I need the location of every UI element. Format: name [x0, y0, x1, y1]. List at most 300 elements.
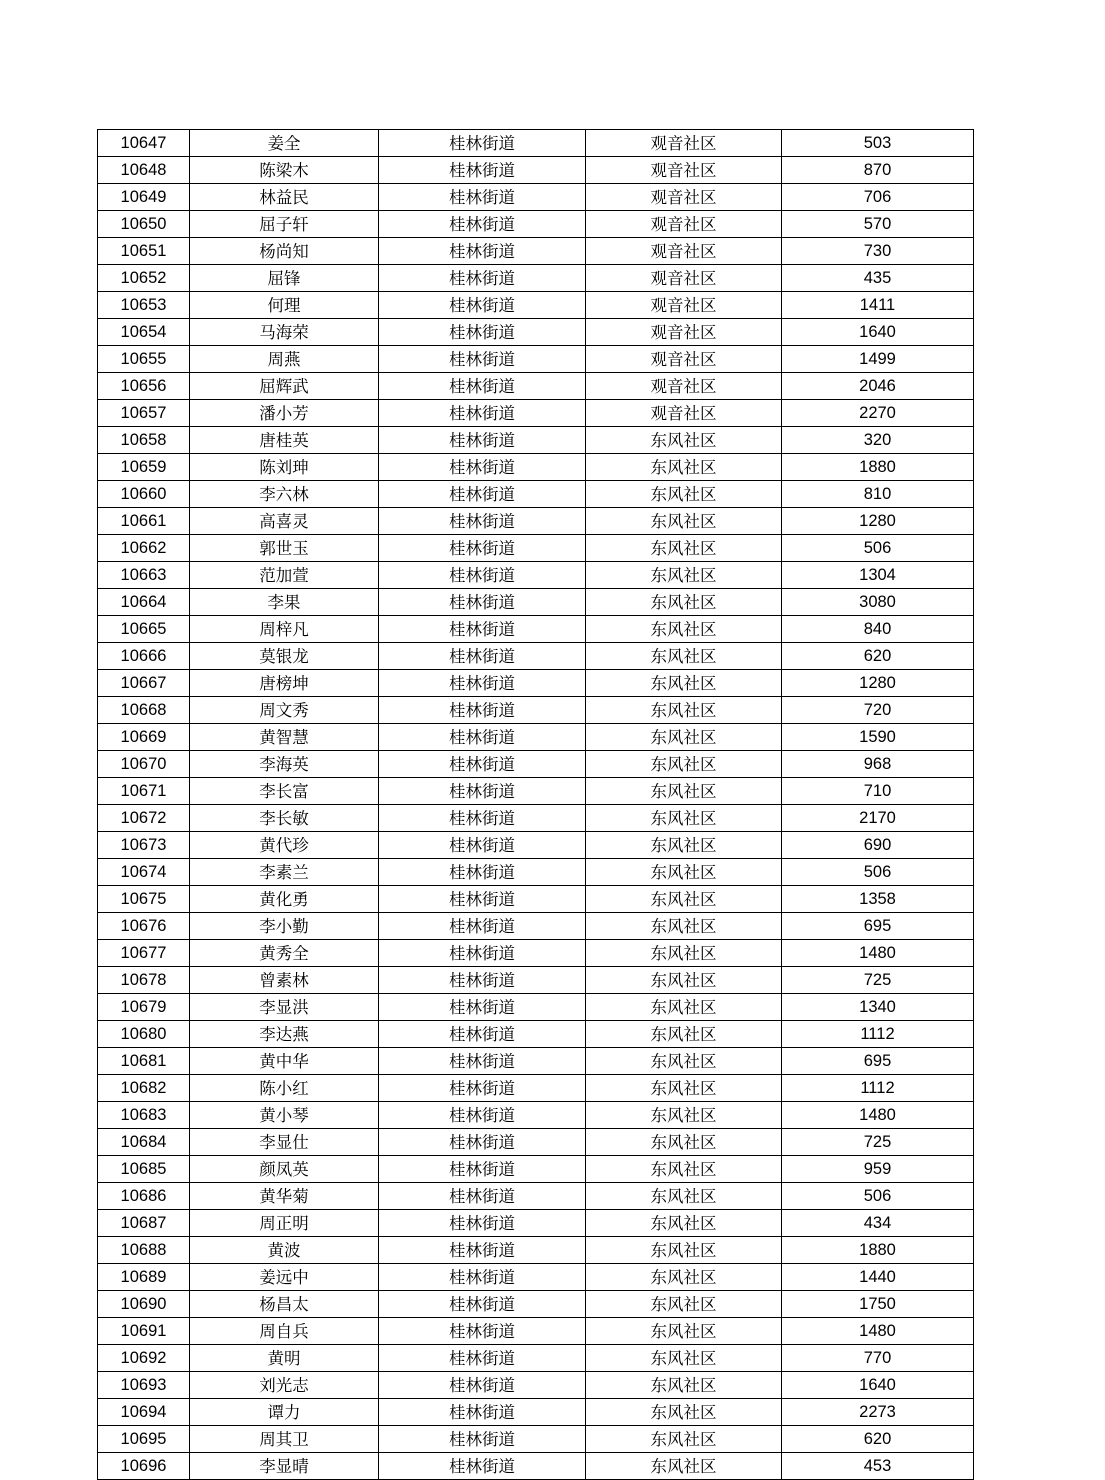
table-row [98, 292, 974, 319]
cell-id: 10674 [98, 859, 190, 886]
cell-amount: 730 [782, 238, 974, 265]
table-row [98, 1237, 974, 1264]
cell-id: 10649 [98, 184, 190, 211]
cell-community: 东风社区 [586, 805, 782, 832]
table-row [98, 211, 974, 238]
cell-name: 李长敏 [190, 805, 379, 832]
cell-community: 东风社区 [586, 1156, 782, 1183]
cell-street: 桂林街道 [379, 1453, 586, 1480]
cell-amount: 503 [782, 130, 974, 157]
cell-community: 东风社区 [586, 967, 782, 994]
table-row [98, 1453, 974, 1480]
cell-community: 东风社区 [586, 535, 782, 562]
cell-amount: 1750 [782, 1291, 974, 1318]
cell-community: 东风社区 [586, 1264, 782, 1291]
cell-name: 黄代珍 [190, 832, 379, 859]
cell-community: 东风社区 [586, 751, 782, 778]
cell-id: 10687 [98, 1210, 190, 1237]
cell-community: 观音社区 [586, 265, 782, 292]
cell-community: 观音社区 [586, 373, 782, 400]
cell-name: 高喜灵 [190, 508, 379, 535]
cell-name: 郭世玉 [190, 535, 379, 562]
cell-id: 10666 [98, 643, 190, 670]
cell-community: 东风社区 [586, 1318, 782, 1345]
cell-community: 东风社区 [586, 940, 782, 967]
cell-street: 桂林街道 [379, 1021, 586, 1048]
table-row [98, 697, 974, 724]
cell-street: 桂林街道 [379, 1426, 586, 1453]
cell-name: 何理 [190, 292, 379, 319]
cell-id: 10692 [98, 1345, 190, 1372]
table-row [98, 805, 974, 832]
cell-id: 10654 [98, 319, 190, 346]
cell-community: 东风社区 [586, 1021, 782, 1048]
cell-amount: 710 [782, 778, 974, 805]
cell-id: 10689 [98, 1264, 190, 1291]
cell-amount: 2170 [782, 805, 974, 832]
cell-street: 桂林街道 [379, 454, 586, 481]
cell-street: 桂林街道 [379, 238, 586, 265]
table-row [98, 940, 974, 967]
cell-amount: 1358 [782, 886, 974, 913]
cell-id: 10658 [98, 427, 190, 454]
cell-name: 姜远中 [190, 1264, 379, 1291]
cell-amount: 435 [782, 265, 974, 292]
cell-community: 东风社区 [586, 724, 782, 751]
table-row [98, 670, 974, 697]
cell-amount: 706 [782, 184, 974, 211]
table-row [98, 427, 974, 454]
table-row [98, 238, 974, 265]
cell-community: 东风社区 [586, 832, 782, 859]
cell-name: 李长富 [190, 778, 379, 805]
cell-name: 周文秀 [190, 697, 379, 724]
cell-street: 桂林街道 [379, 994, 586, 1021]
cell-name: 李显洪 [190, 994, 379, 1021]
cell-amount: 1640 [782, 319, 974, 346]
cell-id: 10652 [98, 265, 190, 292]
cell-name: 李素兰 [190, 859, 379, 886]
cell-name: 李果 [190, 589, 379, 616]
table-row [98, 535, 974, 562]
cell-street: 桂林街道 [379, 1237, 586, 1264]
cell-amount: 725 [782, 967, 974, 994]
cell-amount: 2270 [782, 400, 974, 427]
cell-street: 桂林街道 [379, 184, 586, 211]
cell-street: 桂林街道 [379, 130, 586, 157]
cell-amount: 1480 [782, 940, 974, 967]
cell-amount: 620 [782, 643, 974, 670]
cell-name: 杨尚知 [190, 238, 379, 265]
cell-amount: 720 [782, 697, 974, 724]
cell-id: 10664 [98, 589, 190, 616]
cell-name: 马海荣 [190, 319, 379, 346]
cell-name: 范加萱 [190, 562, 379, 589]
cell-name: 周梓凡 [190, 616, 379, 643]
cell-community: 东风社区 [586, 1129, 782, 1156]
cell-street: 桂林街道 [379, 1291, 586, 1318]
cell-name: 屈锋 [190, 265, 379, 292]
cell-id: 10672 [98, 805, 190, 832]
cell-id: 10673 [98, 832, 190, 859]
cell-street: 桂林街道 [379, 1129, 586, 1156]
cell-street: 桂林街道 [379, 346, 586, 373]
cell-name: 屈子轩 [190, 211, 379, 238]
cell-id: 10648 [98, 157, 190, 184]
table-row [98, 859, 974, 886]
cell-street: 桂林街道 [379, 1399, 586, 1426]
cell-amount: 506 [782, 535, 974, 562]
table-row [98, 751, 974, 778]
cell-community: 东风社区 [586, 1345, 782, 1372]
cell-amount: 434 [782, 1210, 974, 1237]
cell-community: 东风社区 [586, 859, 782, 886]
cell-street: 桂林街道 [379, 319, 586, 346]
cell-id: 10663 [98, 562, 190, 589]
cell-street: 桂林街道 [379, 562, 586, 589]
cell-name: 黄秀全 [190, 940, 379, 967]
table-row [98, 913, 974, 940]
data-table [97, 129, 974, 1480]
cell-street: 桂林街道 [379, 373, 586, 400]
cell-street: 桂林街道 [379, 535, 586, 562]
cell-amount: 968 [782, 751, 974, 778]
cell-community: 东风社区 [586, 886, 782, 913]
cell-community: 东风社区 [586, 1048, 782, 1075]
cell-name: 李显晴 [190, 1453, 379, 1480]
cell-community: 东风社区 [586, 643, 782, 670]
cell-community: 东风社区 [586, 697, 782, 724]
cell-amount: 1590 [782, 724, 974, 751]
cell-community: 东风社区 [586, 616, 782, 643]
cell-community: 东风社区 [586, 481, 782, 508]
cell-id: 10679 [98, 994, 190, 1021]
cell-id: 10660 [98, 481, 190, 508]
cell-name: 陈小红 [190, 1075, 379, 1102]
cell-amount: 453 [782, 1453, 974, 1480]
cell-id: 10675 [98, 886, 190, 913]
cell-amount: 3080 [782, 589, 974, 616]
cell-id: 10693 [98, 1372, 190, 1399]
cell-id: 10684 [98, 1129, 190, 1156]
cell-name: 黄中华 [190, 1048, 379, 1075]
cell-street: 桂林街道 [379, 508, 586, 535]
table-row [98, 1318, 974, 1345]
cell-id: 10680 [98, 1021, 190, 1048]
cell-community: 东风社区 [586, 670, 782, 697]
table-row [98, 319, 974, 346]
cell-amount: 1480 [782, 1102, 974, 1129]
cell-name: 黄小琴 [190, 1102, 379, 1129]
table-row [98, 832, 974, 859]
cell-street: 桂林街道 [379, 1102, 586, 1129]
cell-amount: 1480 [782, 1318, 974, 1345]
cell-street: 桂林街道 [379, 400, 586, 427]
table-row [98, 400, 974, 427]
cell-id: 10682 [98, 1075, 190, 1102]
cell-id: 10696 [98, 1453, 190, 1480]
cell-street: 桂林街道 [379, 616, 586, 643]
cell-street: 桂林街道 [379, 1075, 586, 1102]
cell-id: 10676 [98, 913, 190, 940]
cell-id: 10665 [98, 616, 190, 643]
cell-name: 颜凤英 [190, 1156, 379, 1183]
cell-amount: 1280 [782, 508, 974, 535]
cell-amount: 959 [782, 1156, 974, 1183]
table-row [98, 1291, 974, 1318]
cell-amount: 570 [782, 211, 974, 238]
cell-name: 黄华菊 [190, 1183, 379, 1210]
cell-street: 桂林街道 [379, 1156, 586, 1183]
cell-amount: 810 [782, 481, 974, 508]
cell-street: 桂林街道 [379, 1048, 586, 1075]
cell-name: 周其卫 [190, 1426, 379, 1453]
table-row [98, 616, 974, 643]
table-row [98, 724, 974, 751]
table-row [98, 994, 974, 1021]
table-row [98, 1345, 974, 1372]
cell-name: 林益民 [190, 184, 379, 211]
cell-community: 东风社区 [586, 1210, 782, 1237]
cell-street: 桂林街道 [379, 697, 586, 724]
cell-community: 东风社区 [586, 1453, 782, 1480]
cell-amount: 2046 [782, 373, 974, 400]
cell-name: 唐榜坤 [190, 670, 379, 697]
cell-amount: 1440 [782, 1264, 974, 1291]
cell-name: 黄明 [190, 1345, 379, 1372]
cell-community: 观音社区 [586, 319, 782, 346]
cell-name: 李海英 [190, 751, 379, 778]
table-row [98, 1264, 974, 1291]
cell-street: 桂林街道 [379, 211, 586, 238]
cell-id: 10647 [98, 130, 190, 157]
cell-street: 桂林街道 [379, 670, 586, 697]
cell-street: 桂林街道 [379, 778, 586, 805]
cell-id: 10695 [98, 1426, 190, 1453]
cell-street: 桂林街道 [379, 913, 586, 940]
table-row [98, 184, 974, 211]
cell-community: 东风社区 [586, 508, 782, 535]
cell-street: 桂林街道 [379, 1345, 586, 1372]
cell-id: 10662 [98, 535, 190, 562]
cell-id: 10677 [98, 940, 190, 967]
cell-id: 10656 [98, 373, 190, 400]
cell-amount: 840 [782, 616, 974, 643]
cell-id: 10683 [98, 1102, 190, 1129]
cell-community: 东风社区 [586, 589, 782, 616]
cell-community: 观音社区 [586, 400, 782, 427]
cell-name: 曾素林 [190, 967, 379, 994]
cell-amount: 690 [782, 832, 974, 859]
cell-street: 桂林街道 [379, 886, 586, 913]
cell-amount: 1112 [782, 1075, 974, 1102]
cell-id: 10670 [98, 751, 190, 778]
cell-community: 东风社区 [586, 1372, 782, 1399]
cell-name: 周自兵 [190, 1318, 379, 1345]
cell-id: 10651 [98, 238, 190, 265]
cell-amount: 695 [782, 1048, 974, 1075]
cell-community: 东风社区 [586, 427, 782, 454]
table-row [98, 130, 974, 157]
cell-amount: 506 [782, 859, 974, 886]
cell-community: 东风社区 [586, 994, 782, 1021]
cell-amount: 695 [782, 913, 974, 940]
cell-community: 东风社区 [586, 1426, 782, 1453]
cell-id: 10678 [98, 967, 190, 994]
cell-id: 10686 [98, 1183, 190, 1210]
cell-name: 李显仕 [190, 1129, 379, 1156]
cell-name: 李六林 [190, 481, 379, 508]
cell-street: 桂林街道 [379, 643, 586, 670]
cell-id: 10691 [98, 1318, 190, 1345]
cell-id: 10688 [98, 1237, 190, 1264]
cell-community: 东风社区 [586, 1075, 782, 1102]
cell-street: 桂林街道 [379, 481, 586, 508]
cell-community: 东风社区 [586, 1102, 782, 1129]
cell-name: 姜全 [190, 130, 379, 157]
cell-id: 10694 [98, 1399, 190, 1426]
table-row [98, 1426, 974, 1453]
cell-community: 东风社区 [586, 1291, 782, 1318]
cell-id: 10655 [98, 346, 190, 373]
cell-street: 桂林街道 [379, 724, 586, 751]
cell-community: 东风社区 [586, 562, 782, 589]
cell-id: 10681 [98, 1048, 190, 1075]
cell-amount: 1340 [782, 994, 974, 1021]
cell-street: 桂林街道 [379, 427, 586, 454]
cell-amount: 1499 [782, 346, 974, 373]
cell-id: 10685 [98, 1156, 190, 1183]
cell-id: 10668 [98, 697, 190, 724]
cell-amount: 1411 [782, 292, 974, 319]
cell-name: 李小勤 [190, 913, 379, 940]
cell-community: 观音社区 [586, 346, 782, 373]
cell-name: 周正明 [190, 1210, 379, 1237]
cell-community: 观音社区 [586, 184, 782, 211]
cell-street: 桂林街道 [379, 589, 586, 616]
cell-street: 桂林街道 [379, 1183, 586, 1210]
table-row [98, 1372, 974, 1399]
cell-id: 10659 [98, 454, 190, 481]
table-row [98, 967, 974, 994]
table-body [98, 130, 974, 1480]
cell-amount: 1112 [782, 1021, 974, 1048]
cell-community: 东风社区 [586, 913, 782, 940]
table-row [98, 1075, 974, 1102]
cell-community: 东风社区 [586, 454, 782, 481]
table-row [98, 886, 974, 913]
cell-id: 10657 [98, 400, 190, 427]
cell-id: 10671 [98, 778, 190, 805]
cell-name: 谭力 [190, 1399, 379, 1426]
cell-amount: 2273 [782, 1399, 974, 1426]
cell-name: 莫银龙 [190, 643, 379, 670]
cell-street: 桂林街道 [379, 1372, 586, 1399]
cell-street: 桂林街道 [379, 1264, 586, 1291]
cell-name: 刘光志 [190, 1372, 379, 1399]
cell-amount: 320 [782, 427, 974, 454]
table-row [98, 508, 974, 535]
cell-community: 观音社区 [586, 211, 782, 238]
cell-amount: 1304 [782, 562, 974, 589]
cell-amount: 1880 [782, 454, 974, 481]
cell-community: 观音社区 [586, 292, 782, 319]
table-row [98, 1399, 974, 1426]
cell-street: 桂林街道 [379, 265, 586, 292]
cell-amount: 870 [782, 157, 974, 184]
cell-name: 黄波 [190, 1237, 379, 1264]
cell-street: 桂林街道 [379, 940, 586, 967]
cell-amount: 725 [782, 1129, 974, 1156]
cell-community: 观音社区 [586, 130, 782, 157]
cell-amount: 620 [782, 1426, 974, 1453]
cell-name: 黄智慧 [190, 724, 379, 751]
table-row [98, 346, 974, 373]
cell-id: 10661 [98, 508, 190, 535]
cell-street: 桂林街道 [379, 967, 586, 994]
cell-name: 杨昌太 [190, 1291, 379, 1318]
cell-name: 陈梁木 [190, 157, 379, 184]
cell-amount: 1280 [782, 670, 974, 697]
cell-name: 潘小芳 [190, 400, 379, 427]
table-row [98, 1048, 974, 1075]
cell-community: 观音社区 [586, 238, 782, 265]
table-row [98, 643, 974, 670]
table-row [98, 373, 974, 400]
cell-id: 10690 [98, 1291, 190, 1318]
cell-name: 屈辉武 [190, 373, 379, 400]
cell-name: 周燕 [190, 346, 379, 373]
cell-street: 桂林街道 [379, 292, 586, 319]
table-row [98, 157, 974, 184]
cell-street: 桂林街道 [379, 859, 586, 886]
cell-street: 桂林街道 [379, 1318, 586, 1345]
cell-street: 桂林街道 [379, 157, 586, 184]
cell-street: 桂林街道 [379, 805, 586, 832]
cell-community: 东风社区 [586, 1183, 782, 1210]
cell-community: 东风社区 [586, 778, 782, 805]
cell-id: 10667 [98, 670, 190, 697]
cell-amount: 1880 [782, 1237, 974, 1264]
table-row [98, 1102, 974, 1129]
table-row [98, 265, 974, 292]
table-row [98, 1129, 974, 1156]
table-row [98, 454, 974, 481]
table-row [98, 778, 974, 805]
cell-community: 东风社区 [586, 1399, 782, 1426]
table-row [98, 1183, 974, 1210]
cell-name: 李达燕 [190, 1021, 379, 1048]
cell-street: 桂林街道 [379, 1210, 586, 1237]
cell-id: 10669 [98, 724, 190, 751]
cell-community: 观音社区 [586, 157, 782, 184]
cell-name: 唐桂英 [190, 427, 379, 454]
table-row [98, 1210, 974, 1237]
cell-id: 10650 [98, 211, 190, 238]
table-row [98, 1021, 974, 1048]
cell-name: 陈刘珅 [190, 454, 379, 481]
cell-id: 10653 [98, 292, 190, 319]
cell-street: 桂林街道 [379, 832, 586, 859]
cell-amount: 1640 [782, 1372, 974, 1399]
cell-amount: 506 [782, 1183, 974, 1210]
cell-name: 黄化勇 [190, 886, 379, 913]
table-row [98, 562, 974, 589]
cell-amount: 770 [782, 1345, 974, 1372]
table-row [98, 589, 974, 616]
cell-community: 东风社区 [586, 1237, 782, 1264]
table-row [98, 1156, 974, 1183]
